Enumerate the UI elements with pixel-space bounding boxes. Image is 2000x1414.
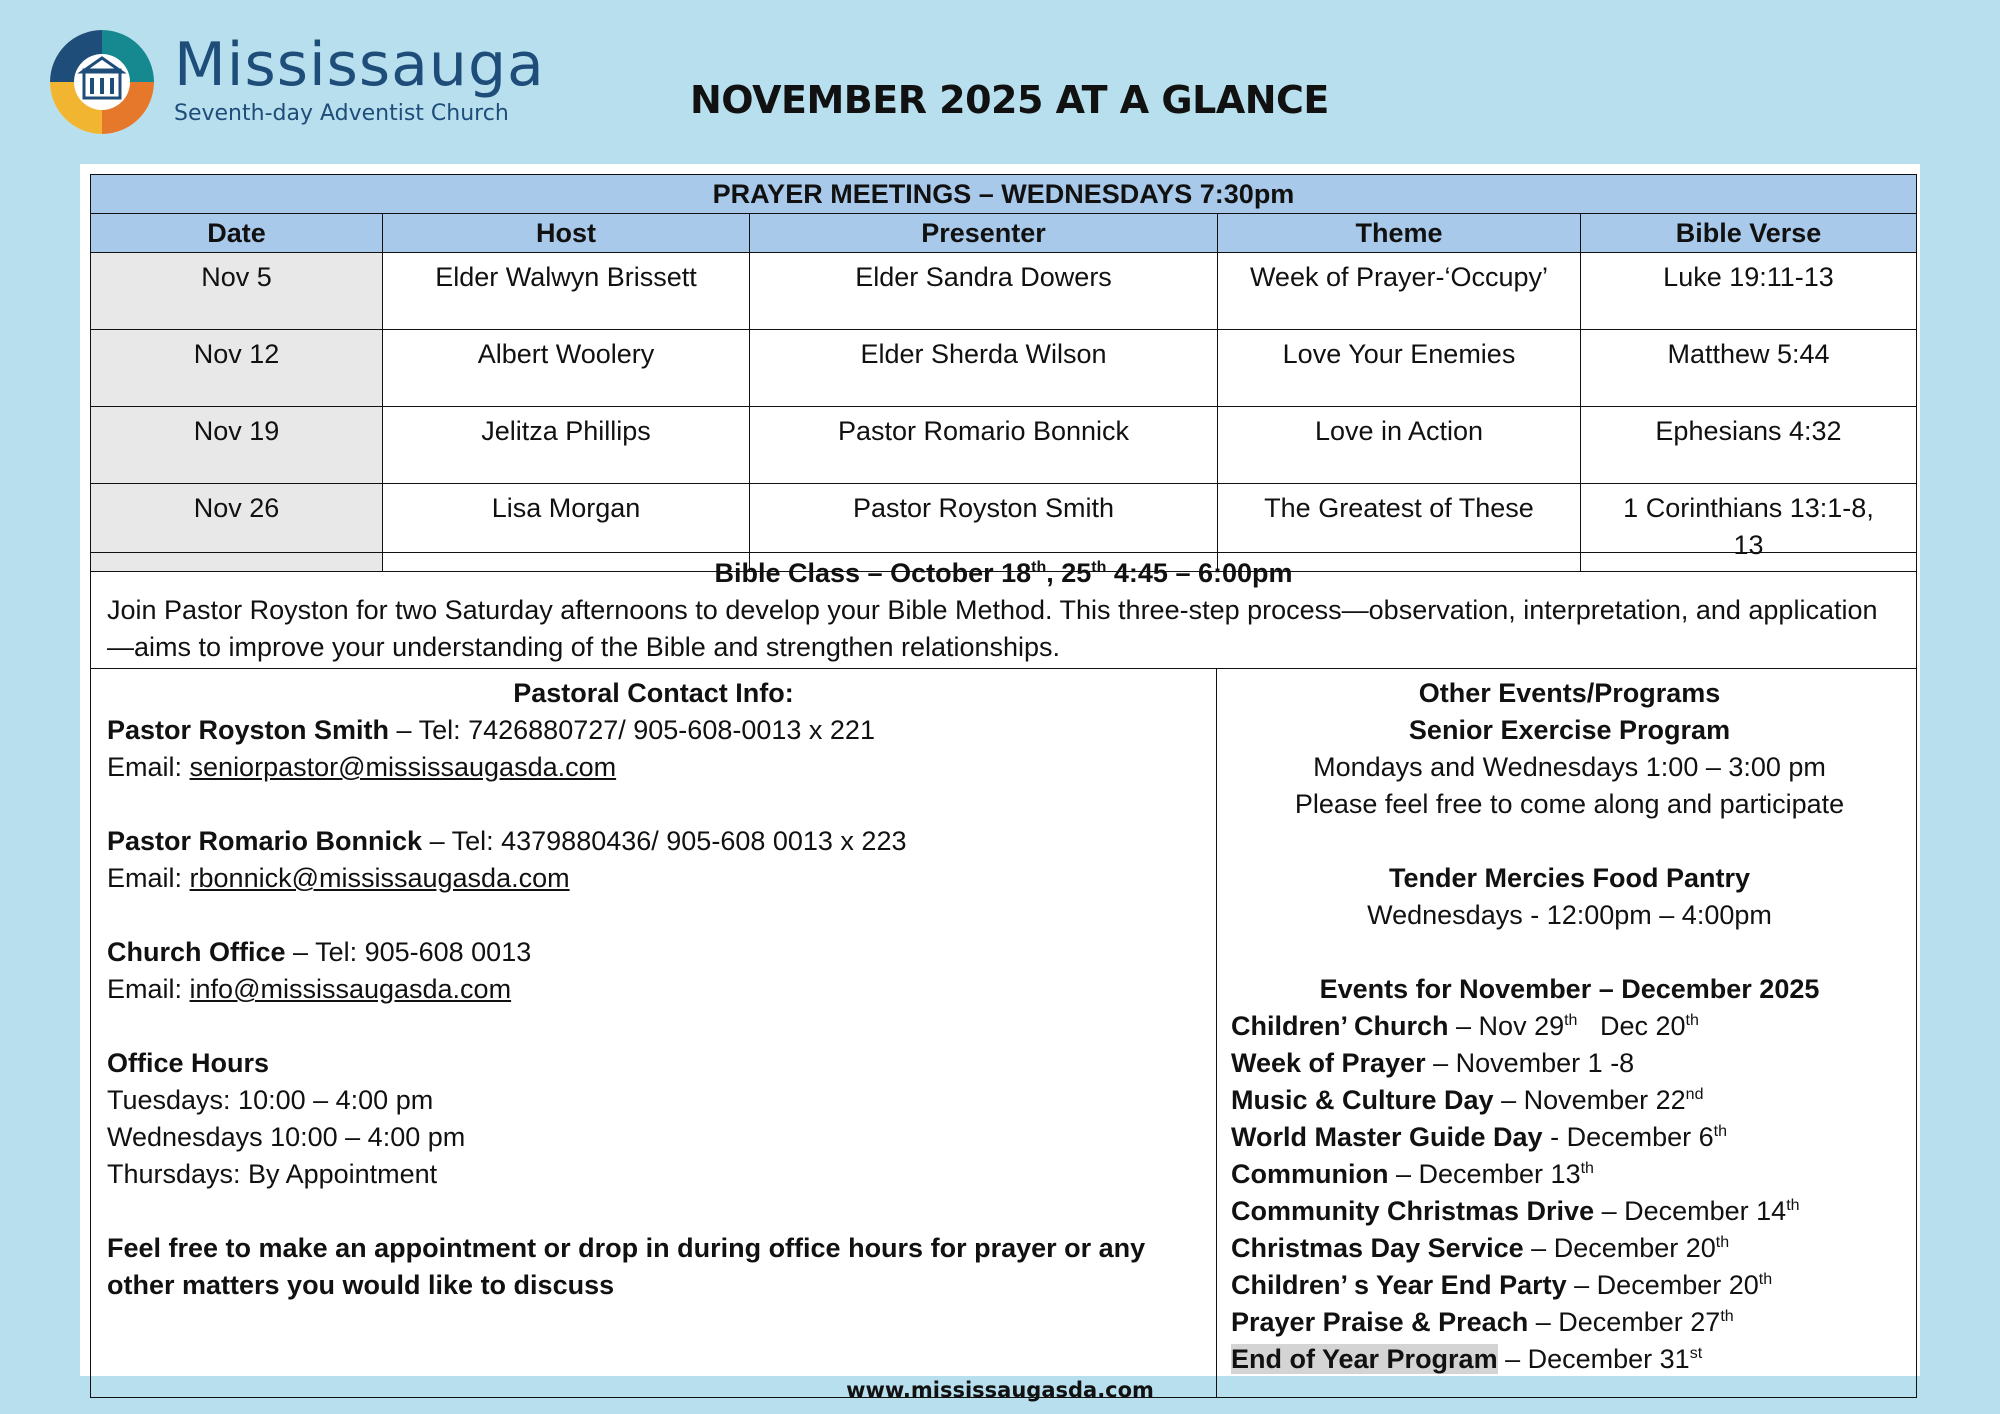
senior-program-title: Senior Exercise Program	[1408, 715, 1731, 745]
prayer-table-header-row	[91, 214, 1917, 253]
event-name: Music & Culture Day	[1231, 1085, 1494, 1115]
events-list-title: Events for November – December 2025	[1319, 974, 1820, 1004]
list-item	[1231, 1341, 1908, 1378]
event-name: Children’ s Year End Party	[1231, 1270, 1567, 1300]
host-cell: Jelitza Phillips	[383, 407, 750, 484]
event-date: – November 1 -8	[1425, 1048, 1635, 1078]
food-pantry-hours: Wednesdays - 12:00pm – 4:00pm	[1367, 900, 1772, 930]
event-date-extra: Dec 20	[1577, 1011, 1686, 1041]
email-label: Email:	[107, 974, 190, 1004]
contact-email-line	[107, 860, 1200, 897]
contact-tel: – Tel: 7426880727/ 905-608-0013 x 221	[389, 715, 875, 745]
verse-cell: Luke 19:11-13	[1581, 253, 1917, 330]
office-hours-line: Wednesdays 10:00 – 4:00 pm	[107, 1122, 466, 1152]
senior-program-note: Please feel free to come along and participate	[1294, 789, 1845, 819]
event-name: Community Christmas Drive	[1231, 1196, 1595, 1226]
table-row	[91, 407, 1917, 484]
contact-name: Pastor Romario Bonnick	[107, 826, 423, 856]
list-item	[1231, 1267, 1908, 1304]
event-date: – December 27	[1528, 1307, 1721, 1337]
theme-cell: Week of Prayer-‘Occupy’	[1218, 253, 1581, 330]
event-name: Prayer Praise & Preach	[1231, 1307, 1529, 1337]
contact-section-title: Pastoral Contact Info:	[513, 678, 794, 708]
date-cell: Nov 26	[91, 484, 383, 572]
event-date: – December 20	[1523, 1233, 1716, 1263]
event-name: Week of Prayer	[1231, 1048, 1426, 1078]
verse-cell: Matthew 5:44	[1581, 330, 1917, 407]
column-header-host: Host	[383, 214, 750, 253]
event-date: – December 13	[1388, 1159, 1581, 1189]
org-name: Mississauga	[174, 30, 545, 100]
verse-cell: Ephesians 4:32	[1581, 407, 1917, 484]
theme-cell: Love in Action	[1218, 407, 1581, 484]
column-header-presenter: Presenter	[750, 214, 1218, 253]
pastoral-contact-section	[91, 669, 1217, 1398]
column-header-verse: Bible Verse	[1581, 214, 1917, 253]
event-name: End of Year Program	[1231, 1344, 1498, 1374]
list-item	[1231, 1304, 1908, 1341]
list-item	[1231, 1045, 1908, 1082]
contact-email-line	[107, 971, 1200, 1008]
ordinal-suffix: th	[1580, 1160, 1594, 1177]
verse-line-1: 1 Corinthians 13:1-8,	[1623, 493, 1874, 523]
list-item	[1231, 1082, 1908, 1119]
presenter-cell: Elder Sandra Dowers	[750, 253, 1218, 330]
list-item	[1231, 1008, 1908, 1045]
event-date: – Nov 29	[1448, 1011, 1565, 1041]
events-section-title: Other Events/Programs	[1418, 678, 1721, 708]
event-date: – November 22	[1493, 1085, 1686, 1115]
event-name: Communion	[1231, 1159, 1389, 1189]
date-cell: Nov 5	[91, 253, 383, 330]
date-cell: Nov 12	[91, 330, 383, 407]
list-item	[1231, 1119, 1908, 1156]
table-row	[91, 330, 1917, 407]
contact-entry	[107, 823, 1200, 860]
info-table	[90, 552, 1917, 1398]
contact-name: Pastor Royston Smith	[107, 715, 390, 745]
presenter-cell: Elder Sherda Wilson	[750, 330, 1218, 407]
prayer-table-title: PRAYER MEETINGS – WEDNESDAYS 7:30pm	[91, 175, 1917, 214]
presenter-cell: Pastor Romario Bonnick	[750, 407, 1218, 484]
email-label: Email:	[107, 863, 190, 893]
column-header-theme: Theme	[1218, 214, 1581, 253]
host-cell: Elder Walwyn Brissett	[383, 253, 750, 330]
list-item	[1231, 1156, 1908, 1193]
office-hours-title: Office Hours	[107, 1048, 270, 1078]
host-cell: Albert Woolery	[383, 330, 750, 407]
presenter-cell: Pastor Royston Smith	[750, 484, 1218, 572]
theme-cell: Love Your Enemies	[1218, 330, 1581, 407]
list-item	[1231, 1193, 1908, 1230]
footer-website[interactable]: www.mississaugasda.com	[846, 1378, 1154, 1402]
bible-class-description: Join Pastor Royston for two Saturday afternoons to develop your Bible Method. This three-step process—observation, interpretation, and application—aims to improve your understanding of the Bible and strengthen relationships.	[107, 595, 1878, 662]
ordinal-suffix: th	[1786, 1197, 1800, 1214]
ordinal-suffix: th	[1720, 1308, 1734, 1325]
host-cell: Lisa Morgan	[383, 484, 750, 572]
page-title: NOVEMBER 2025 AT A GLANCE	[690, 78, 1329, 122]
event-name: Christmas Day Service	[1231, 1233, 1524, 1263]
ordinal-suffix: th	[1715, 1234, 1730, 1251]
contact-entry	[107, 712, 1200, 749]
food-pantry-title: Tender Mercies Food Pantry	[1388, 863, 1751, 893]
ordinal-suffix: st	[1689, 1345, 1703, 1362]
event-date: - December 6	[1542, 1122, 1714, 1152]
email-link[interactable]: info@mississaugasda.com	[189, 974, 512, 1004]
event-name: World Master Guide Day	[1231, 1122, 1543, 1152]
church-logo-icon	[46, 26, 158, 138]
date-cell: Nov 19	[91, 407, 383, 484]
event-date: – December 14	[1594, 1196, 1787, 1226]
event-date: – December 20	[1566, 1270, 1759, 1300]
list-item	[1231, 1230, 1908, 1267]
senior-program-schedule: Mondays and Wednesdays 1:00 – 3:00 pm	[1313, 752, 1826, 782]
contact-name: Church Office	[107, 937, 286, 967]
appointment-note: Feel free to make an appointment or drop in during office hours for prayer or any other matters you would like to discuss	[107, 1233, 1146, 1300]
bible-class-title	[107, 555, 1900, 592]
event-name: Children’ Church	[1231, 1011, 1449, 1041]
table-row	[91, 253, 1917, 330]
org-subtitle: Seventh-day Adventist Church	[174, 101, 509, 126]
ordinal-suffix: th	[1758, 1271, 1773, 1288]
verse-line-2: 13	[1733, 530, 1764, 560]
email-link[interactable]: seniorpastor@mississaugasda.com	[189, 752, 617, 782]
bible-class-title-part: 4:45 – 6:00pm	[1106, 558, 1293, 588]
bible-class-title-part: , 25	[1046, 558, 1092, 588]
event-date: – December 31	[1497, 1344, 1690, 1374]
contact-tel: – Tel: 4379880436/ 905-608 0013 x 223	[422, 826, 907, 856]
office-hours-line: Thursdays: By Appointment	[107, 1159, 438, 1189]
bible-class-section	[91, 553, 1917, 669]
ordinal-suffix: th	[1091, 559, 1107, 576]
office-hours-line: Tuesdays: 10:00 – 4:00 pm	[107, 1085, 434, 1115]
email-label: Email:	[107, 752, 190, 782]
contact-tel: – Tel: 905-608 0013	[285, 937, 532, 967]
theme-cell: The Greatest of These	[1218, 484, 1581, 572]
ordinal-suffix: th	[1564, 1012, 1578, 1029]
other-events-section	[1217, 669, 1917, 1398]
document-page	[80, 164, 1920, 1376]
column-header-date: Date	[91, 214, 383, 253]
ordinal-suffix: th	[1713, 1123, 1727, 1140]
ordinal-suffix: nd	[1685, 1086, 1704, 1103]
contact-email-line	[107, 749, 1200, 786]
prayer-meetings-table	[90, 174, 1917, 572]
ordinal-suffix: th	[1031, 559, 1047, 576]
ordinal-suffix: th	[1685, 1012, 1699, 1029]
email-link[interactable]: rbonnick@mississaugasda.com	[189, 863, 570, 893]
bible-class-title-part: Bible Class – October 18	[714, 558, 1032, 588]
contact-entry	[107, 934, 1200, 971]
